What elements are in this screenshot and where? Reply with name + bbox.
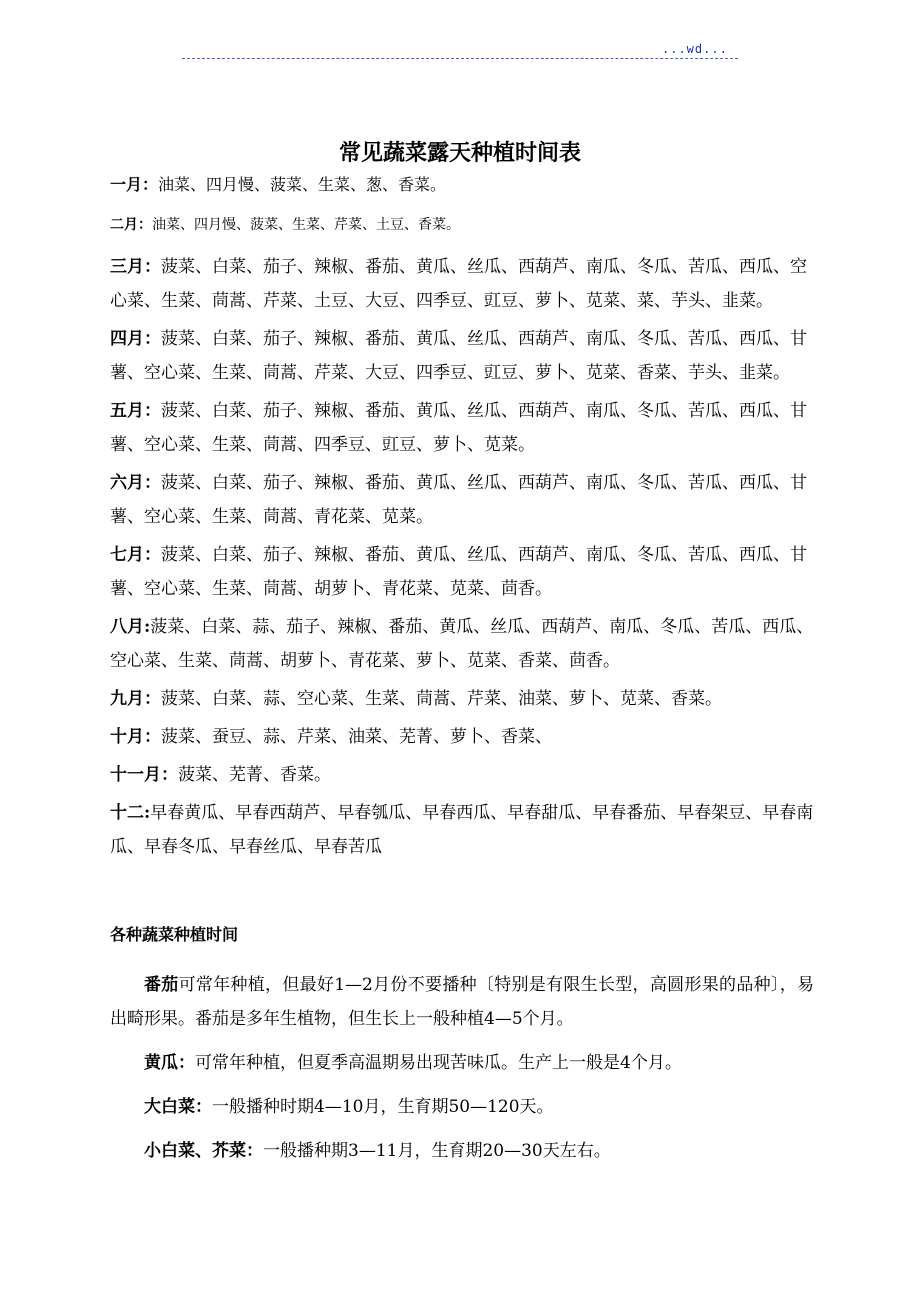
month-list	[110, 172, 814, 868]
month-text: 油菜、四月慢、菠菜、生菜、葱、香菜。	[158, 175, 447, 194]
month-label: 十月：	[110, 727, 161, 747]
month-entry-7	[110, 538, 814, 606]
detail-chinese-cabbage	[110, 1090, 814, 1124]
section-heading: 各种蔬菜种植时间	[110, 925, 239, 944]
month-entry-4	[110, 322, 814, 390]
month-text: 菠菜、白菜、蒜、空心菜、生菜、茼蒿、芹菜、油菜、萝卜、苋菜、香菜。	[161, 689, 722, 709]
month-entry-1	[110, 172, 814, 198]
month-text: 菠菜、白菜、蒜、茄子、辣椒、番茄、黄瓜、丝瓜、西葫芦、南瓜、冬瓜、苦瓜、西瓜、空心菜、生菜、茼蒿、胡萝卜、青花菜、萝卜、苋菜、香菜、茴香。	[110, 617, 814, 671]
detail-label: 小白菜、芥菜：	[144, 1141, 263, 1161]
month-label: 八月:	[110, 617, 151, 637]
month-entry-10	[110, 720, 814, 754]
detail-text: 可常年种植，但夏季高温期易出现苦味瓜。生产上一般是4个月。	[195, 1053, 682, 1073]
month-text: 油菜、四月慢、菠菜、生菜、芹菜、土豆、香菜。	[152, 217, 460, 233]
month-entry-2	[110, 212, 814, 238]
month-text: 菠菜、白菜、茄子、辣椒、番茄、黄瓜、丝瓜、西葫芦、南瓜、冬瓜、苦瓜、西瓜、甘薯、空心菜、生菜、茼蒿、胡萝卜、青花菜、苋菜、茴香。	[110, 545, 807, 599]
month-entry-5	[110, 394, 814, 462]
month-text: 菠菜、白菜、茄子、辣椒、番茄、黄瓜、丝瓜、西葫芦、南瓜、冬瓜、苦瓜、西瓜、甘薯、空心菜、生菜、茼蒿、青花菜、苋菜。	[110, 473, 807, 527]
detail-tomato	[110, 968, 814, 1036]
month-label: 四月：	[110, 329, 161, 349]
month-text: 菠菜、白菜、茄子、辣椒、番茄、黄瓜、丝瓜、西葫芦、南瓜、冬瓜、苦瓜、西瓜、空心菜、生菜、茼蒿、芹菜、土豆、大豆、四季豆、豇豆、萝卜、苋菜、菜、芋头、韭菜。	[110, 257, 807, 311]
month-text: 菠菜、芜菁、香菜。	[178, 765, 331, 785]
month-label: 一月：	[110, 175, 159, 194]
month-entry-11	[110, 758, 814, 792]
month-label: 三月：	[110, 257, 161, 277]
month-entry-12	[110, 796, 814, 864]
month-text: 早春黄瓜、早春西葫芦、早春瓠瓜、早春西瓜、早春甜瓜、早春番茄、早春架豆、早春南瓜、早春冬瓜、早春丝瓜、早春苦瓜	[110, 803, 814, 857]
month-label: 二月：	[110, 217, 152, 233]
page-title: 常见蔬菜露天种植时间表	[338, 140, 581, 166]
detail-label: 黄瓜：	[144, 1053, 195, 1073]
month-text: 菠菜、白菜、茄子、辣椒、番茄、黄瓜、丝瓜、西葫芦、南瓜、冬瓜、苦瓜、西瓜、甘薯、空心菜、生菜、茼蒿、芹菜、大豆、四季豆、豇豆、萝卜、苋菜、香菜、芋头、韭菜。	[110, 329, 807, 383]
detail-text: 可常年种植，但最好1—2月份不要播种〔特别是有限生长型，高圆形果的品种〕，易出畸形果。番茄是多年生植物，但生长上一般种植4—5个月。	[110, 975, 814, 1029]
detail-text: 一般播种期3—11月，生育期20—30天左右。	[263, 1141, 611, 1161]
vegetable-detail-list	[110, 968, 814, 1178]
month-text: 菠菜、白菜、茄子、辣椒、番茄、黄瓜、丝瓜、西葫芦、南瓜、冬瓜、苦瓜、西瓜、甘薯、空心菜、生菜、茼蒿、四季豆、豇豆、萝卜、苋菜。	[110, 401, 807, 455]
month-entry-9	[110, 682, 814, 716]
month-entry-6	[110, 466, 814, 534]
detail-label: 番茄	[144, 975, 179, 995]
header-divider	[182, 58, 738, 59]
month-label: 七月：	[110, 545, 161, 565]
header-watermark: ...wd...	[662, 42, 728, 56]
month-entry-8	[110, 610, 814, 678]
month-label: 六月：	[110, 473, 161, 493]
month-text: 菠菜、蚕豆、蒜、芹菜、油菜、芜菁、萝卜、香菜、	[161, 727, 552, 747]
month-label: 五月：	[110, 401, 161, 421]
month-label: 十二:	[110, 803, 151, 823]
detail-text: 一般播种时期4—10月，生育期50—120天。	[212, 1097, 554, 1117]
month-label: 十一月：	[110, 765, 178, 785]
detail-bok-choy-mustard	[110, 1134, 814, 1168]
detail-cucumber	[110, 1046, 814, 1080]
detail-label: 大白菜：	[144, 1097, 212, 1117]
month-label: 九月：	[110, 689, 161, 709]
month-entry-3	[110, 250, 814, 318]
